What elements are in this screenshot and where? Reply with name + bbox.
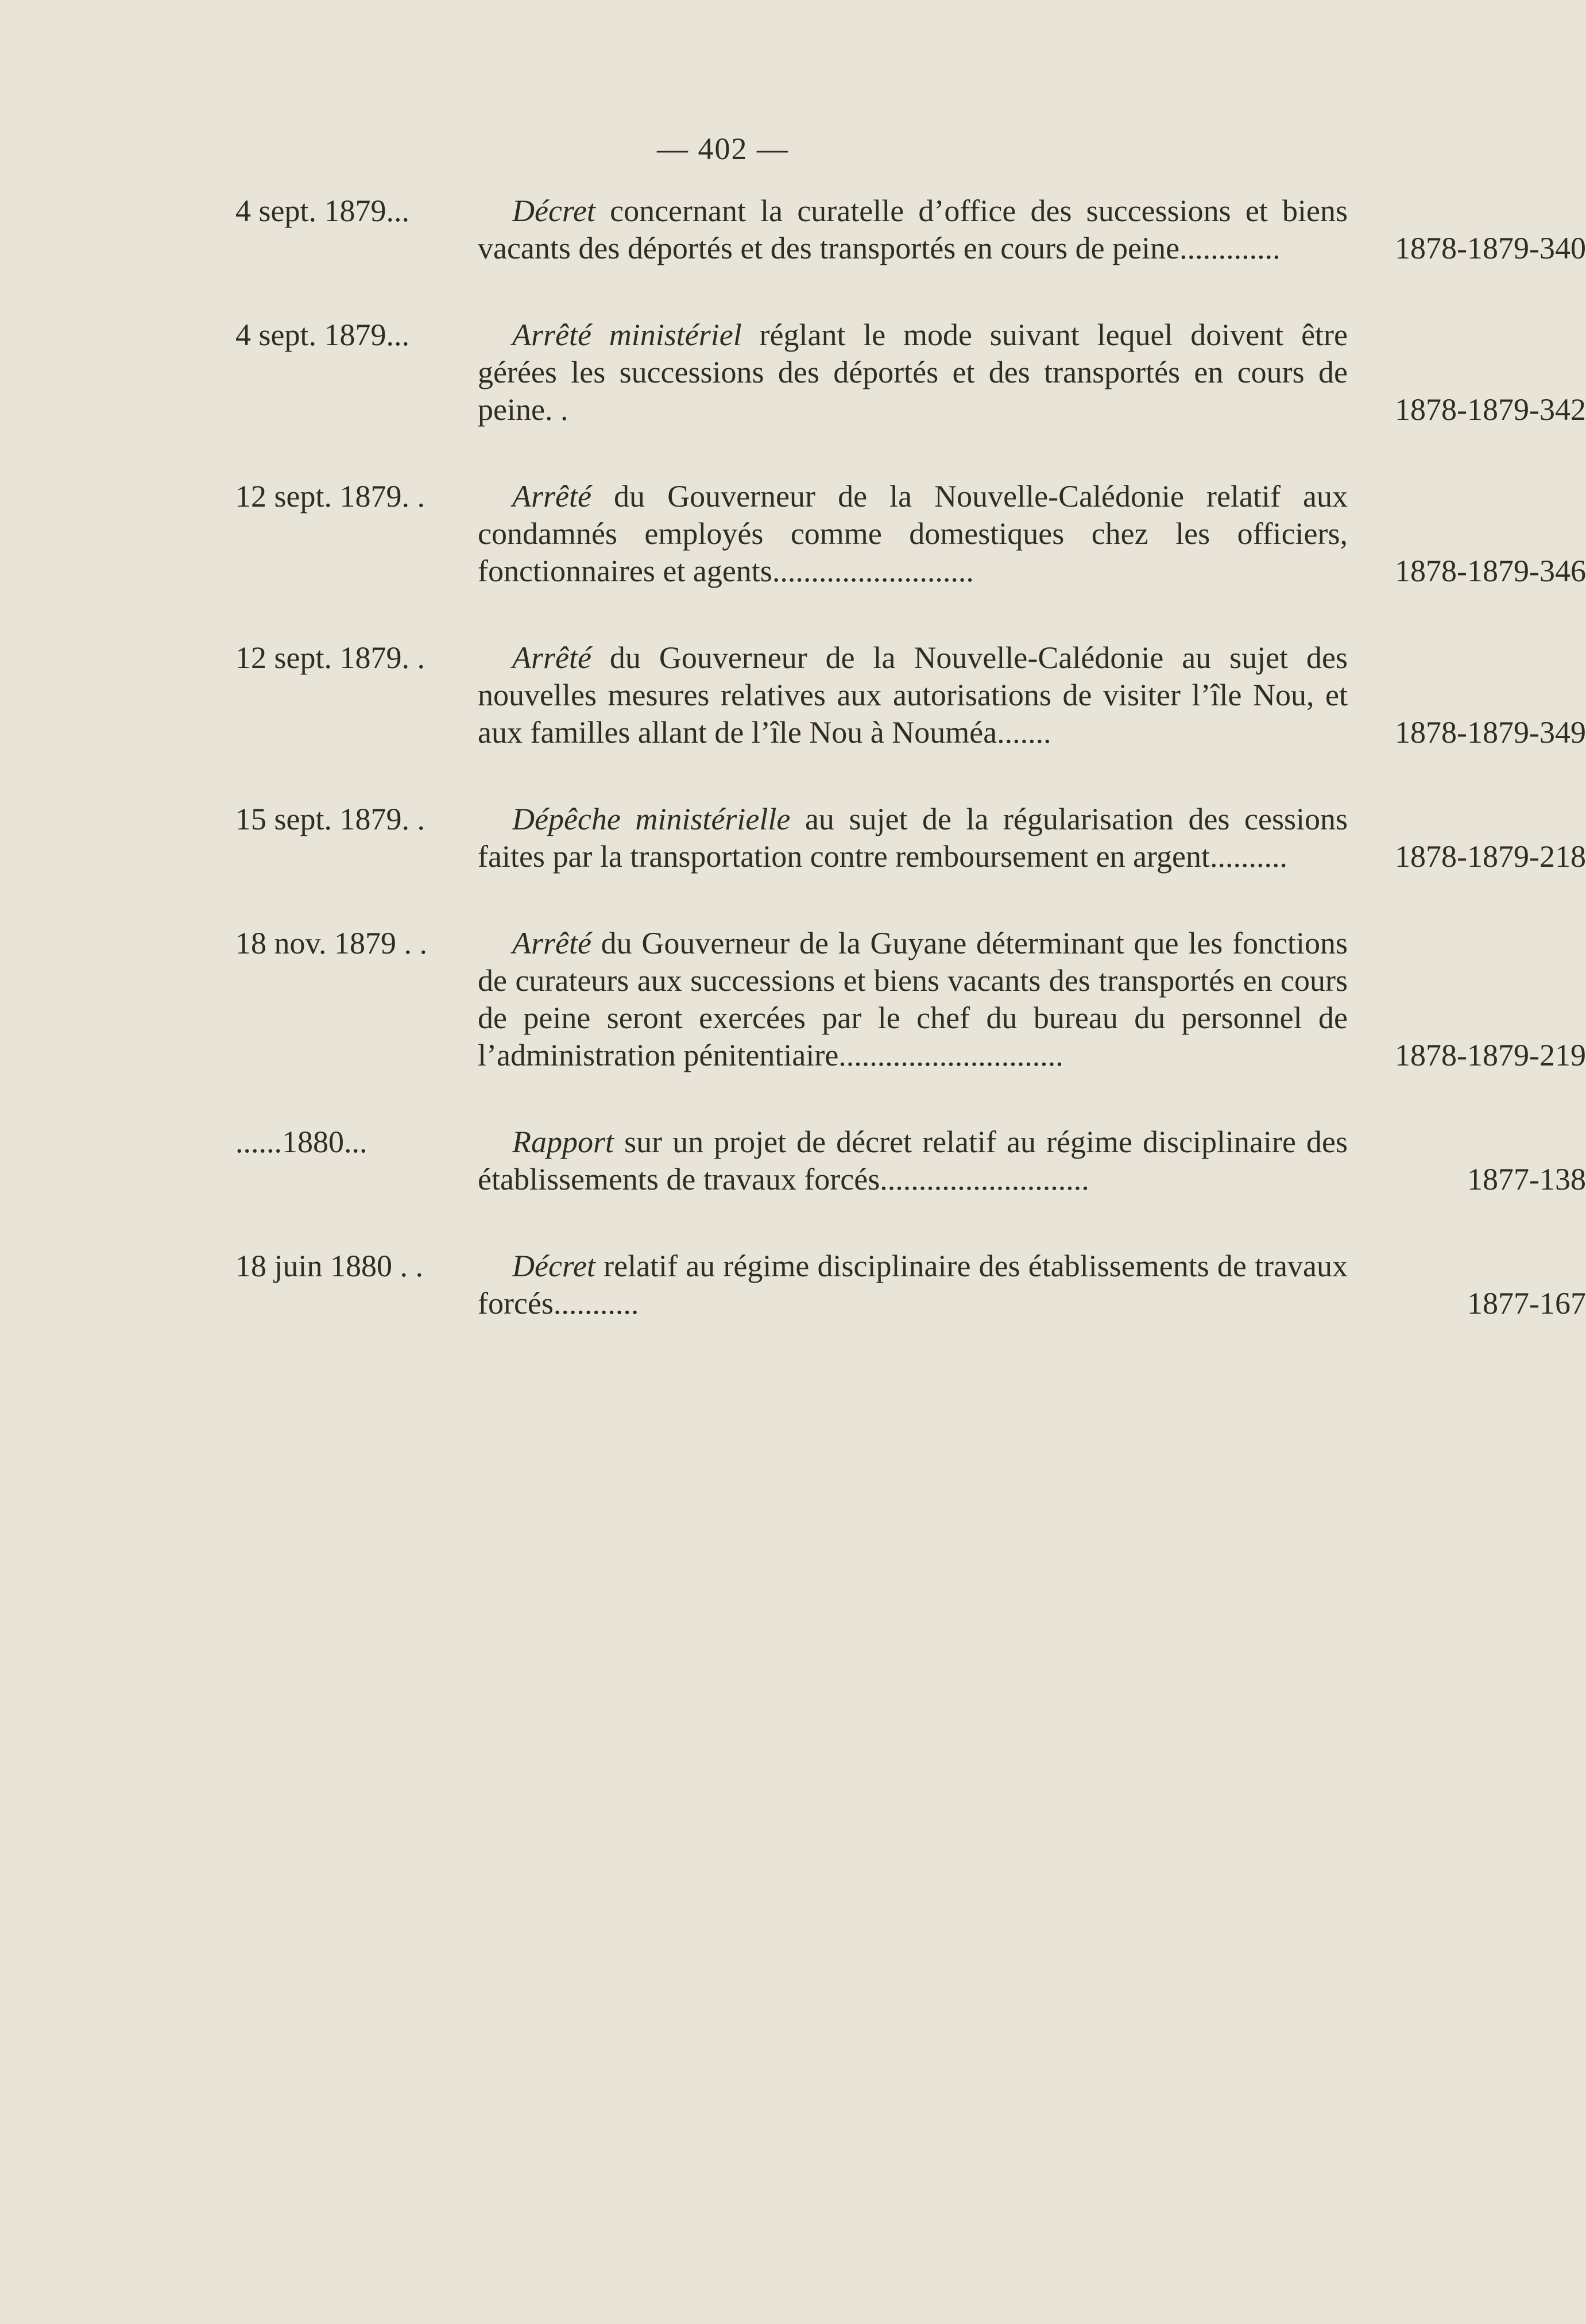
entry-body — [478, 1124, 1586, 1198]
entry-text: réglant le mode suivant lequel doivent être gérées les successions des déportés et des transportés en cours de peine. . — [478, 318, 1348, 427]
entry-description — [478, 639, 1348, 751]
entry-reference: 1878-1879-346 — [1395, 554, 1586, 588]
entry-date: 12 sept. 1879. . — [235, 479, 425, 514]
entry — [235, 1248, 1586, 1322]
entry-kind: Arrêté — [512, 926, 591, 960]
entry-body — [478, 316, 1586, 428]
entry-date: 12 sept. 1879. . — [235, 640, 425, 675]
entry-date: ......1880... — [235, 1125, 368, 1159]
entry-date: 18 nov. 1879 . . — [235, 926, 427, 960]
page-number: — 402 — — [657, 132, 789, 166]
entry-reference: 1878-1879-219 — [1395, 1038, 1586, 1072]
entry — [235, 925, 1586, 1074]
entry-kind: Arrêté — [512, 479, 591, 514]
entry-text: du Gouverneur de la Guyane déterminant que les fonctions de curateurs aux successions et biens vacants des transportés en cours de peine seront exercées par le chef du bureau du personnel de l’administration pénitentiaire............................. — [478, 926, 1348, 1072]
entry-reference: 1878-1879-342 — [1395, 392, 1586, 427]
entry-text: relatif au régime disciplinaire des établissements de travaux forcés........... — [478, 1249, 1348, 1321]
entry-body — [478, 639, 1586, 751]
entry — [235, 192, 1586, 267]
entry — [235, 639, 1586, 751]
entry-kind: Arrêté ministériel — [512, 318, 742, 352]
entry-list — [235, 192, 1586, 1372]
entry-date: 4 sept. 1879... — [235, 318, 409, 352]
entry-body — [478, 192, 1586, 267]
entry — [235, 801, 1586, 875]
entry-kind: Rapport — [512, 1125, 614, 1159]
entry-reference: 1878-1879-218 — [1395, 839, 1586, 874]
entry-text: sur un projet de décret relatif au régime disciplinaire des établissements de travaux forcés........................... — [478, 1125, 1348, 1196]
entry-text: du Gouverneur de la Nouvelle-Calédonie au sujet des nouvelles mesures relatives aux autorisations de visiter l’île Nou, et aux familles allant de l’île Nou à Nouméa....... — [478, 640, 1348, 750]
entry-description — [478, 1124, 1348, 1198]
entry-description — [478, 316, 1348, 428]
entry-reference: 1878-1879-340 — [1395, 231, 1586, 265]
entry-description — [478, 925, 1348, 1074]
entry-description — [478, 192, 1348, 267]
entry-reference: 1878-1879-349 — [1395, 715, 1586, 750]
entry — [235, 478, 1586, 590]
entry-date: 18 juin 1880 . . — [235, 1249, 424, 1283]
entry-body — [478, 925, 1586, 1074]
entry-reference: 1877-138 — [1467, 1162, 1586, 1196]
entry-text: concernant la curatelle d’office des successions et biens vacants des déportés et des transportés en cours de peine............. — [478, 194, 1348, 265]
entry-description — [478, 478, 1348, 590]
entry-kind: Dépêche ministérielle — [512, 802, 791, 836]
entry-body — [478, 1248, 1586, 1322]
entry-date: 15 sept. 1879. . — [235, 802, 425, 836]
entry-body — [478, 478, 1586, 590]
entry-text: du Gouverneur de la Nouvelle-Calédonie relatif aux condamnés employés comme domestiques chez les officiers, fonctionnaires et agents.......................... — [478, 479, 1348, 588]
entry-reference: 1877-167 — [1467, 1286, 1586, 1321]
entry-text: au sujet de la régularisation des cessions faites par la transportation contre remboursement en argent.......... — [478, 802, 1348, 874]
entry-body — [478, 801, 1586, 875]
entry-kind: Arrêté — [512, 640, 591, 675]
entry-description — [478, 801, 1348, 875]
entry-kind: Décret — [512, 1249, 595, 1283]
entry-date: 4 sept. 1879... — [235, 194, 409, 228]
entry-description — [478, 1248, 1348, 1322]
entry — [235, 316, 1586, 428]
entry — [235, 1124, 1586, 1198]
entry-kind: Décret — [512, 194, 595, 228]
